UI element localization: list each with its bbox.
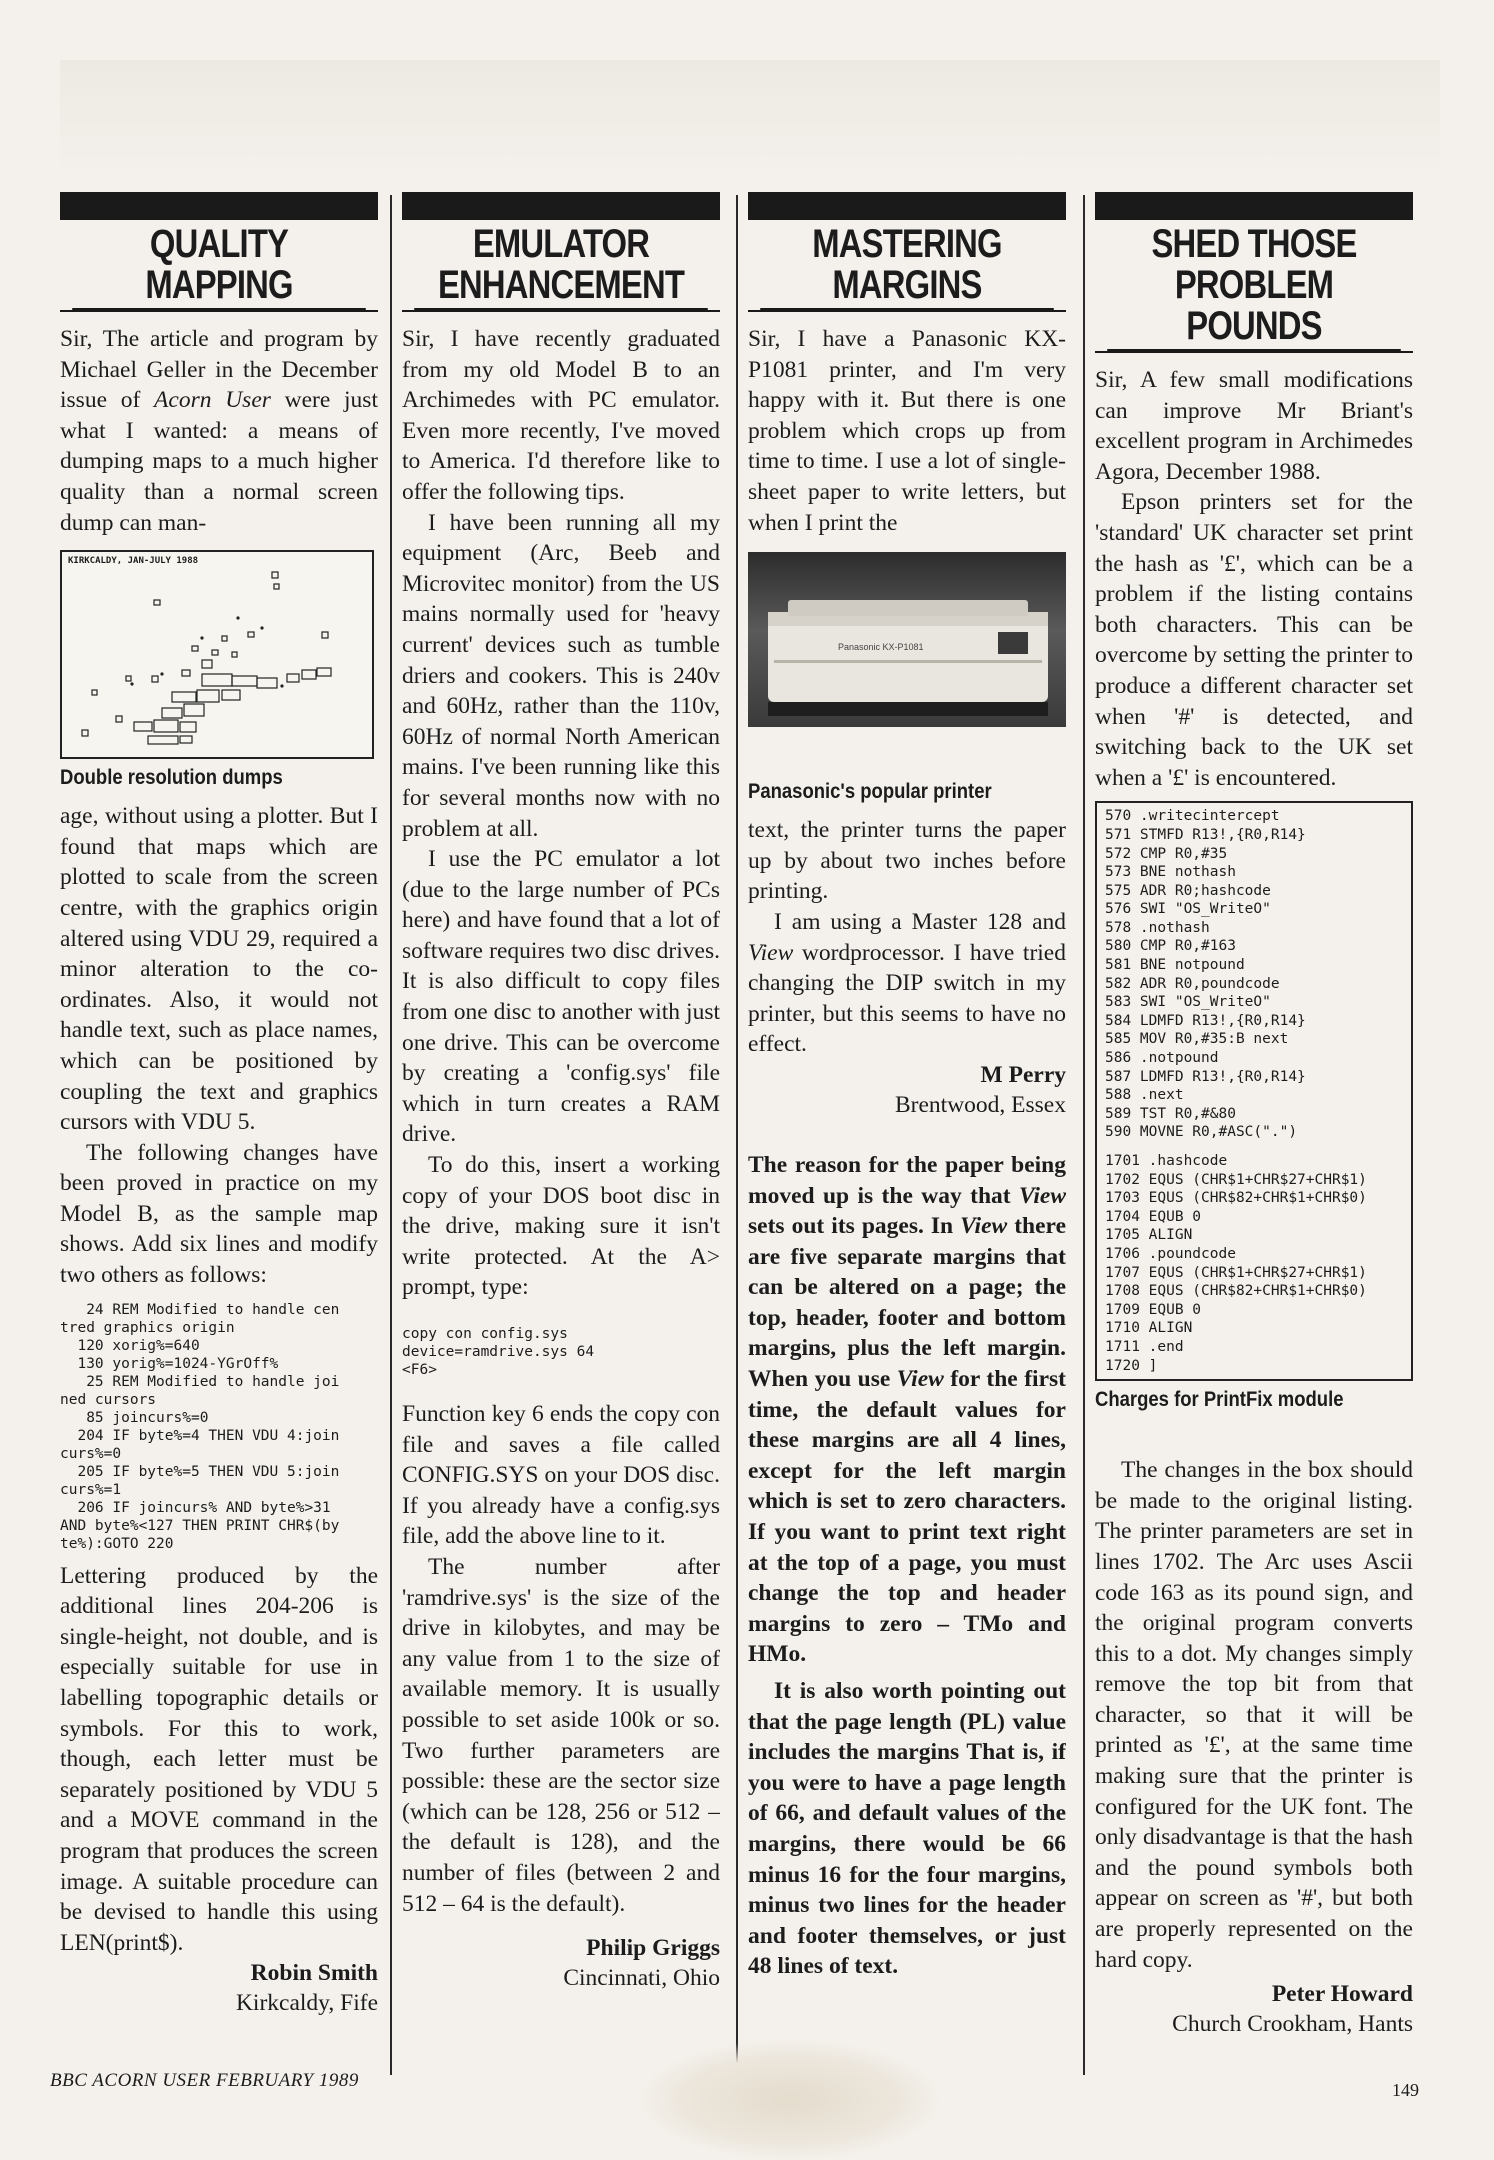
editor-reply: It is also worth pointing out that the page length (PL) value includes the margins That is, if you were to have a page length of 66, and default values of the margins, there would be 66 minus 16 for the four margins, minus two lines for the header and footer themselves, or just 48 lines of text. — [748, 1678, 1066, 1980]
author-location: Kirkcaldy, Fife — [235, 1990, 378, 2017]
author-location: Cincinnati, Ohio — [563, 1965, 720, 1992]
headline-bar — [402, 192, 720, 220]
author-location: Brentwood, Essex — [894, 1091, 1066, 1118]
paragraph: Epson printers set for the 'standard' UK character set print the hash as '£', which can be a problem if the listing contains both characters. This can be overcome by setting the printer to produce a different character set when '#' is detected, and switching back to the UK set when a '£' is encountered. — [1095, 489, 1413, 791]
paragraph: text, the printer turns the paper up by about two inches before printing. — [748, 817, 1066, 905]
headline-bar — [748, 192, 1066, 220]
paragraph: The number after 'ramdrive.sys' is the size of the drive in kilobytes, and may be any value from 1 to the size of available memory. It is usually possible to set aside 100k or so. Two further parameters are possible: these are the sector size (which can be 128, 256 or 512 – the default is 128), and the number of files (between 2 and 512 – 64 is the default). — [402, 1553, 720, 1917]
headline-line: MARGINS — [832, 263, 982, 307]
headline-line: SHED THOSE — [1151, 222, 1357, 266]
letter-emulator-enhancement — [402, 192, 720, 2072]
software-title: View — [748, 939, 794, 966]
headline-line: ENHANCEMENT — [437, 263, 685, 307]
paragraph: age, without using a plotter. But I found that maps which are plotted to scale from the screen centre, with the graphics origin altered using VDU 29, required a minor alteration to the co-ordinates. Also, it would not handle text, such as place names, which can be positioned by coupling the text and graphics cursors with VDU 5. — [60, 803, 378, 1136]
map-title: KIRKCALDY, JAN-JULY 1988 — [68, 556, 199, 567]
author-name: Robin Smith — [250, 1960, 378, 1987]
paper-stain — [640, 2040, 940, 2160]
code-box — [1095, 801, 1413, 1381]
code-listing: 570 .writecintercept 571 STMFD R13!,{R0,R14} 572 CMP R0,#35 573 BNE nothash 575 ADR R0;hashcode 576 SWI "OS_WriteO" 578 .nothash 580 CMP R0,#163 581 BNE notpound 582 ADR R0,poundcode 583 SWI "OS_WriteO" 584 LDMFD R13!,{R0,R14} 585 MOV R0,#35:B next 586 .notpound 587 LDMFD R13!,{R0,R14} 588 .next 589 TST R0,#&80 590 MOVNE R0,#ASC(".") — [1105, 808, 1306, 1141]
headline-bar — [60, 192, 378, 220]
headline-line: MASTERING — [812, 222, 1002, 266]
headline-line: MAPPING — [145, 263, 293, 307]
paragraph: Function key 6 ends the copy con file and saves a file called CONFIG.SYS on your DOS disc. If you already have a config.sys file, add the above line to it. — [402, 1401, 720, 1550]
footer-publication: BBC ACORN USER FEBRUARY 1989 — [50, 2070, 359, 2091]
headline-line: PROBLEM POUNDS — [1174, 263, 1334, 348]
paragraph: Sir, I have a Panasonic KX-P1081 printer, and I'm very happy with it. But there is one problem which crops up from time to time. I use a lot of single-sheet paper to write letters, but when I print the — [748, 326, 1066, 536]
paragraph: Lettering produced by the additional lines 204-206 is single-height, not double, and is especially suitable for use in labelling topographic details or symbols. For this to work, though, each letter must be separately positioned by VDU 5 and a MOVE command in the program that produces the screen image. A suitable procedure can be devised to handle this using LEN(print$). — [60, 1562, 378, 1956]
photo-caption: Panasonic's popular printer — [748, 780, 992, 804]
editor-reply: The reason for the paper being moved up is the way that View sets out its pages. In View there are five separate margins that can be altered on a page; the top, header, footer and bottom margins, plus the left margin. When you use View for the first time, the default values for these margins are all 4 lines, except for the left margin which is set to zero characters. If you want to print text right at the top of a page, you must change the top and header margins to zero – TMo and HMo. — [748, 1151, 1066, 1668]
letter-shed-those-problem-pounds — [1095, 192, 1413, 2072]
headline-line: EMULATOR — [472, 222, 650, 266]
author-name: Philip Griggs — [586, 1935, 720, 1962]
paragraph: To do this, insert a working copy of your DOS boot disc in the drive, making sure it isn't write protected. At the A> prompt, type: — [402, 1152, 720, 1301]
column-rule — [1083, 195, 1085, 2075]
code-listing: copy con config.sys device=ramdrive.sys 64 <F6> — [402, 1326, 595, 1378]
headline — [414, 224, 708, 310]
paragraph: I am using a Master 128 and View wordprocessor. I have tried changing the DIP switch in my printer, but this seems to have no effect. — [748, 908, 1066, 1058]
code-caption: Charges for PrintFix module — [1095, 1388, 1344, 1412]
printer-illustration — [748, 552, 1066, 727]
headline — [1107, 224, 1401, 351]
map-symbols — [62, 552, 372, 757]
headline-line: QUALITY — [149, 222, 289, 266]
page-number: 149 — [1392, 2080, 1419, 2100]
magazine-title: Acorn User — [154, 387, 271, 414]
paragraph: Sir, A few small modifications can improve Mr Briant's excellent program in Archimedes Agora, December 1988. — [1095, 367, 1413, 485]
column-rule — [390, 195, 392, 2075]
map-caption: Double resolution dumps — [60, 766, 283, 790]
printer-photo — [748, 552, 1066, 727]
letter-quality-mapping — [60, 192, 378, 2072]
paragraph: Sir, The article and program by Michael Geller in the December issue of Acorn User were just what I wanted: a means of dumping maps to a much higher quality than a normal screen dump can man- — [60, 326, 378, 536]
code-listing: 24 REM Modified to handle cen tred graphics origin 120 xorig%=640 130 yorig%=1024-YGrOff% 25 REM Modified to handle joi ned cursors 85 joincurs%=0 204 IF byte%=4 THEN VDU 4:join curs%=0 205 IF byte%=5 THEN VDU 5:join curs%=1 206 IF joincurs% AND byte%>31 AND byte%<127 THEN PRINT CHR$(by te%):GOTO 220 — [60, 1301, 340, 1552]
paragraph: I have been running all my equipment (Arc, Beeb and Microvitec monitor) from the US mains normally used for 'heavy current' devices such as tumble driers and cookers. This is 240v and 60Hz, rather than the 110v, 60Hz of normal North American mains. I've been running like this for several months now with no problem at all. — [402, 509, 720, 842]
paragraph: Sir, I have recently graduated from my old Model B to an Archimedes with PC emulator. Even more recently, I've moved to America. I'd therefore like to offer the following tips. — [402, 326, 720, 505]
headline — [72, 224, 366, 310]
paragraph: I use the PC emulator a lot (due to the large number of PCs here) and have found that a lot of software requires two disc drives. It is also difficult to copy files from one disc to another with just one drive. This can be overcome by creating a 'config.sys' file which in turn creates a RAM drive. — [402, 846, 720, 1148]
letter-mastering-margins — [748, 192, 1066, 2072]
paragraph: The following changes have been proved in practice on my Model B, as the sample map shows. Add six lines and modify two others as follows: — [60, 1139, 378, 1289]
paragraph: The changes in the box should be made to the original listing. The printer parameters are set in lines 1702. The Arc uses Ascii code 163 as its pound sign, and the original program converts this to a dot. My changes simply remove the top bit from that character, so that it will be printed as '£', at the same time making sure that the printer is configured for the UK font. The only disadvantage is that the hash and the pound symbols both appear on screen as '#', but both are properly represented on the hard copy. — [1095, 1457, 1413, 1973]
code-listing: 1701 .hashcode 1702 EQUS (CHR$1+CHR$27+CHR$1) 1703 EQUS (CHR$82+CHR$1+CHR$0) 1704 EQUB 0 1705 ALIGN 1706 .poundcode 1707 EQUS (CHR$1+CHR$27+CHR$1) 1708 EQUS (CHR$82+CHR$1+CHR$0) 1709 EQUB 0 1710 ALIGN 1711 .end 1720 ] — [1105, 1153, 1367, 1374]
headline-bar — [1095, 192, 1413, 220]
faded-header-area — [60, 60, 1440, 180]
author-name: Peter Howard — [1271, 1981, 1413, 2008]
author-name: M Perry — [980, 1061, 1066, 1088]
column-rule — [736, 195, 738, 2075]
sample-map-image — [60, 550, 374, 759]
headline — [760, 224, 1054, 310]
printer-label: Panasonic KX-P1081 — [838, 642, 924, 653]
author-location: Church Crookham, Hants — [1172, 2011, 1413, 2038]
